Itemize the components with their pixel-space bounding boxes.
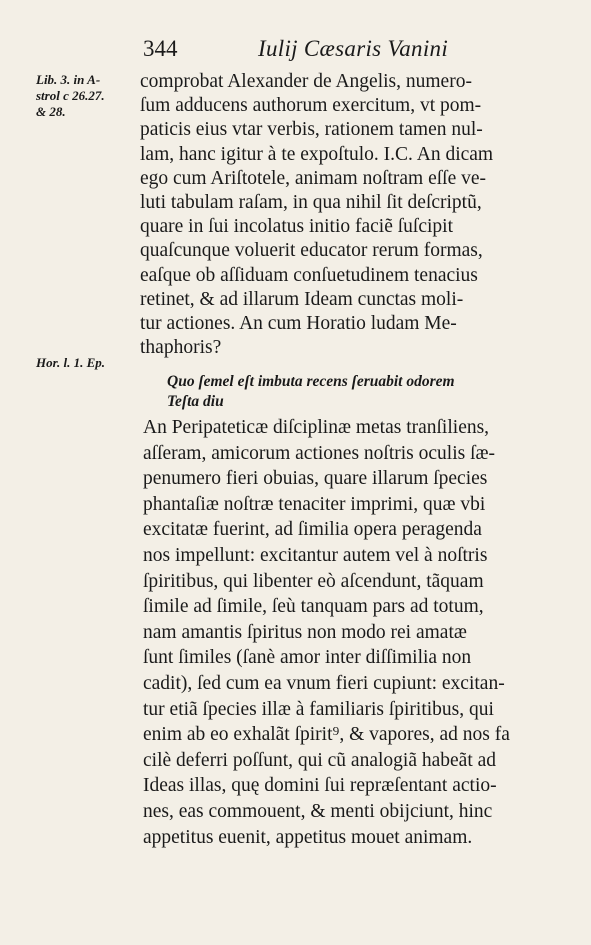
text-line: nos impellunt: excitantur autem vel à noſtris [143,544,488,566]
margin-note-line: Lib. 3. in A- [36,72,101,87]
page-number: 344 [143,36,178,61]
text-line: ſimile ad ſimile, ſeù tanquam pars ad totum, [143,596,484,618]
page-header [140,36,560,66]
margin-note-line: strol c 26.27. [36,88,105,103]
text-line: excitatæ fuerint, ad ſimilia opera peragenda [143,519,482,541]
text-line: luti tabulam raſam, in qua nihil ſit deſcriptũ, [140,192,482,214]
margin-note-horace [36,355,136,371]
text-line: cilè deferri poſſunt, qui cũ analogiã habeãt ad [143,749,497,771]
body-paragraph-1 [140,70,493,360]
horace-quotation [167,372,455,412]
running-head: Iulij Cæsaris Vanini [258,36,449,61]
text-line: aſſeram, amicorum actiones noſtris oculis ſæ- [143,442,495,464]
quote-line: Quo ſemel eſt imbuta recens ſeruabit odorem [167,373,455,390]
text-line: quaſcunque voluerit educator rerum formas, [140,240,483,262]
text-line: nam amantis ſpiritus non modo rei amatæ [143,621,467,643]
text-line: enim ab eo exhalãt ſpirit⁹, & vapores, ad nos fa [143,724,510,746]
text-line: nes, eas commouent, & menti obijciunt, hinc [143,800,493,822]
text-line: phantaſiæ noſtræ tenaciter imprimi, quæ vbi [143,493,486,515]
text-line: ſpiritibus, qui libenter eò aſcendunt, tãquam [143,570,484,592]
margin-note-reference [36,72,136,120]
text-line: penumero fieri obuias, quare illarum ſpecies [143,468,488,490]
text-line: tur etiã ſpecies illæ à familiaris ſpiritibus, qui [143,698,494,720]
text-line: ego cum Ariſtotele, animam noſtram eſſe ve- [140,167,487,189]
text-line: comprobat Alexander de Angelis, numero- [140,71,472,92]
text-line: An Peripateticæ diſciplinæ metas tranſiliens, [143,417,490,438]
text-line: ſunt ſimiles (ſanè amor inter diſſimilia non [143,647,472,669]
text-line: quare in ſui incolatus initio faciẽ ſuſcipit [140,216,453,238]
text-line: paticis eius vtar verbis, rationem tamen nul- [140,119,483,141]
text-line: ſum adducens authorum exercitum, vt pom- [140,95,482,117]
text-line: tur actiones. An cum Horatio ludam Me- [140,313,457,335]
text-line: thaphoris? [140,337,222,359]
body-paragraph-2 [143,415,510,850]
text-line: retinet, & ad illarum Ideam cunctas moli- [140,288,464,310]
text-line: Ideas illas, quę domini ſui repræſentant actio- [143,775,497,797]
text-line: cadit), ſed cum ea vnum fieri cupiunt: excitan- [143,672,505,694]
margin-note-line: Hor. l. 1. Ep. [36,355,105,370]
quote-line: Teſta diu [167,393,224,410]
text-line: lam, hanc igitur à te expoſtulo. I.C. An dicam [140,143,494,165]
text-line: eaſque ob aſſiduam conſuetudinem tenacius [140,264,478,286]
margin-note-line: & 28. [36,104,66,119]
text-line: appetitus euenit, appetitus mouet animam. [143,826,473,848]
